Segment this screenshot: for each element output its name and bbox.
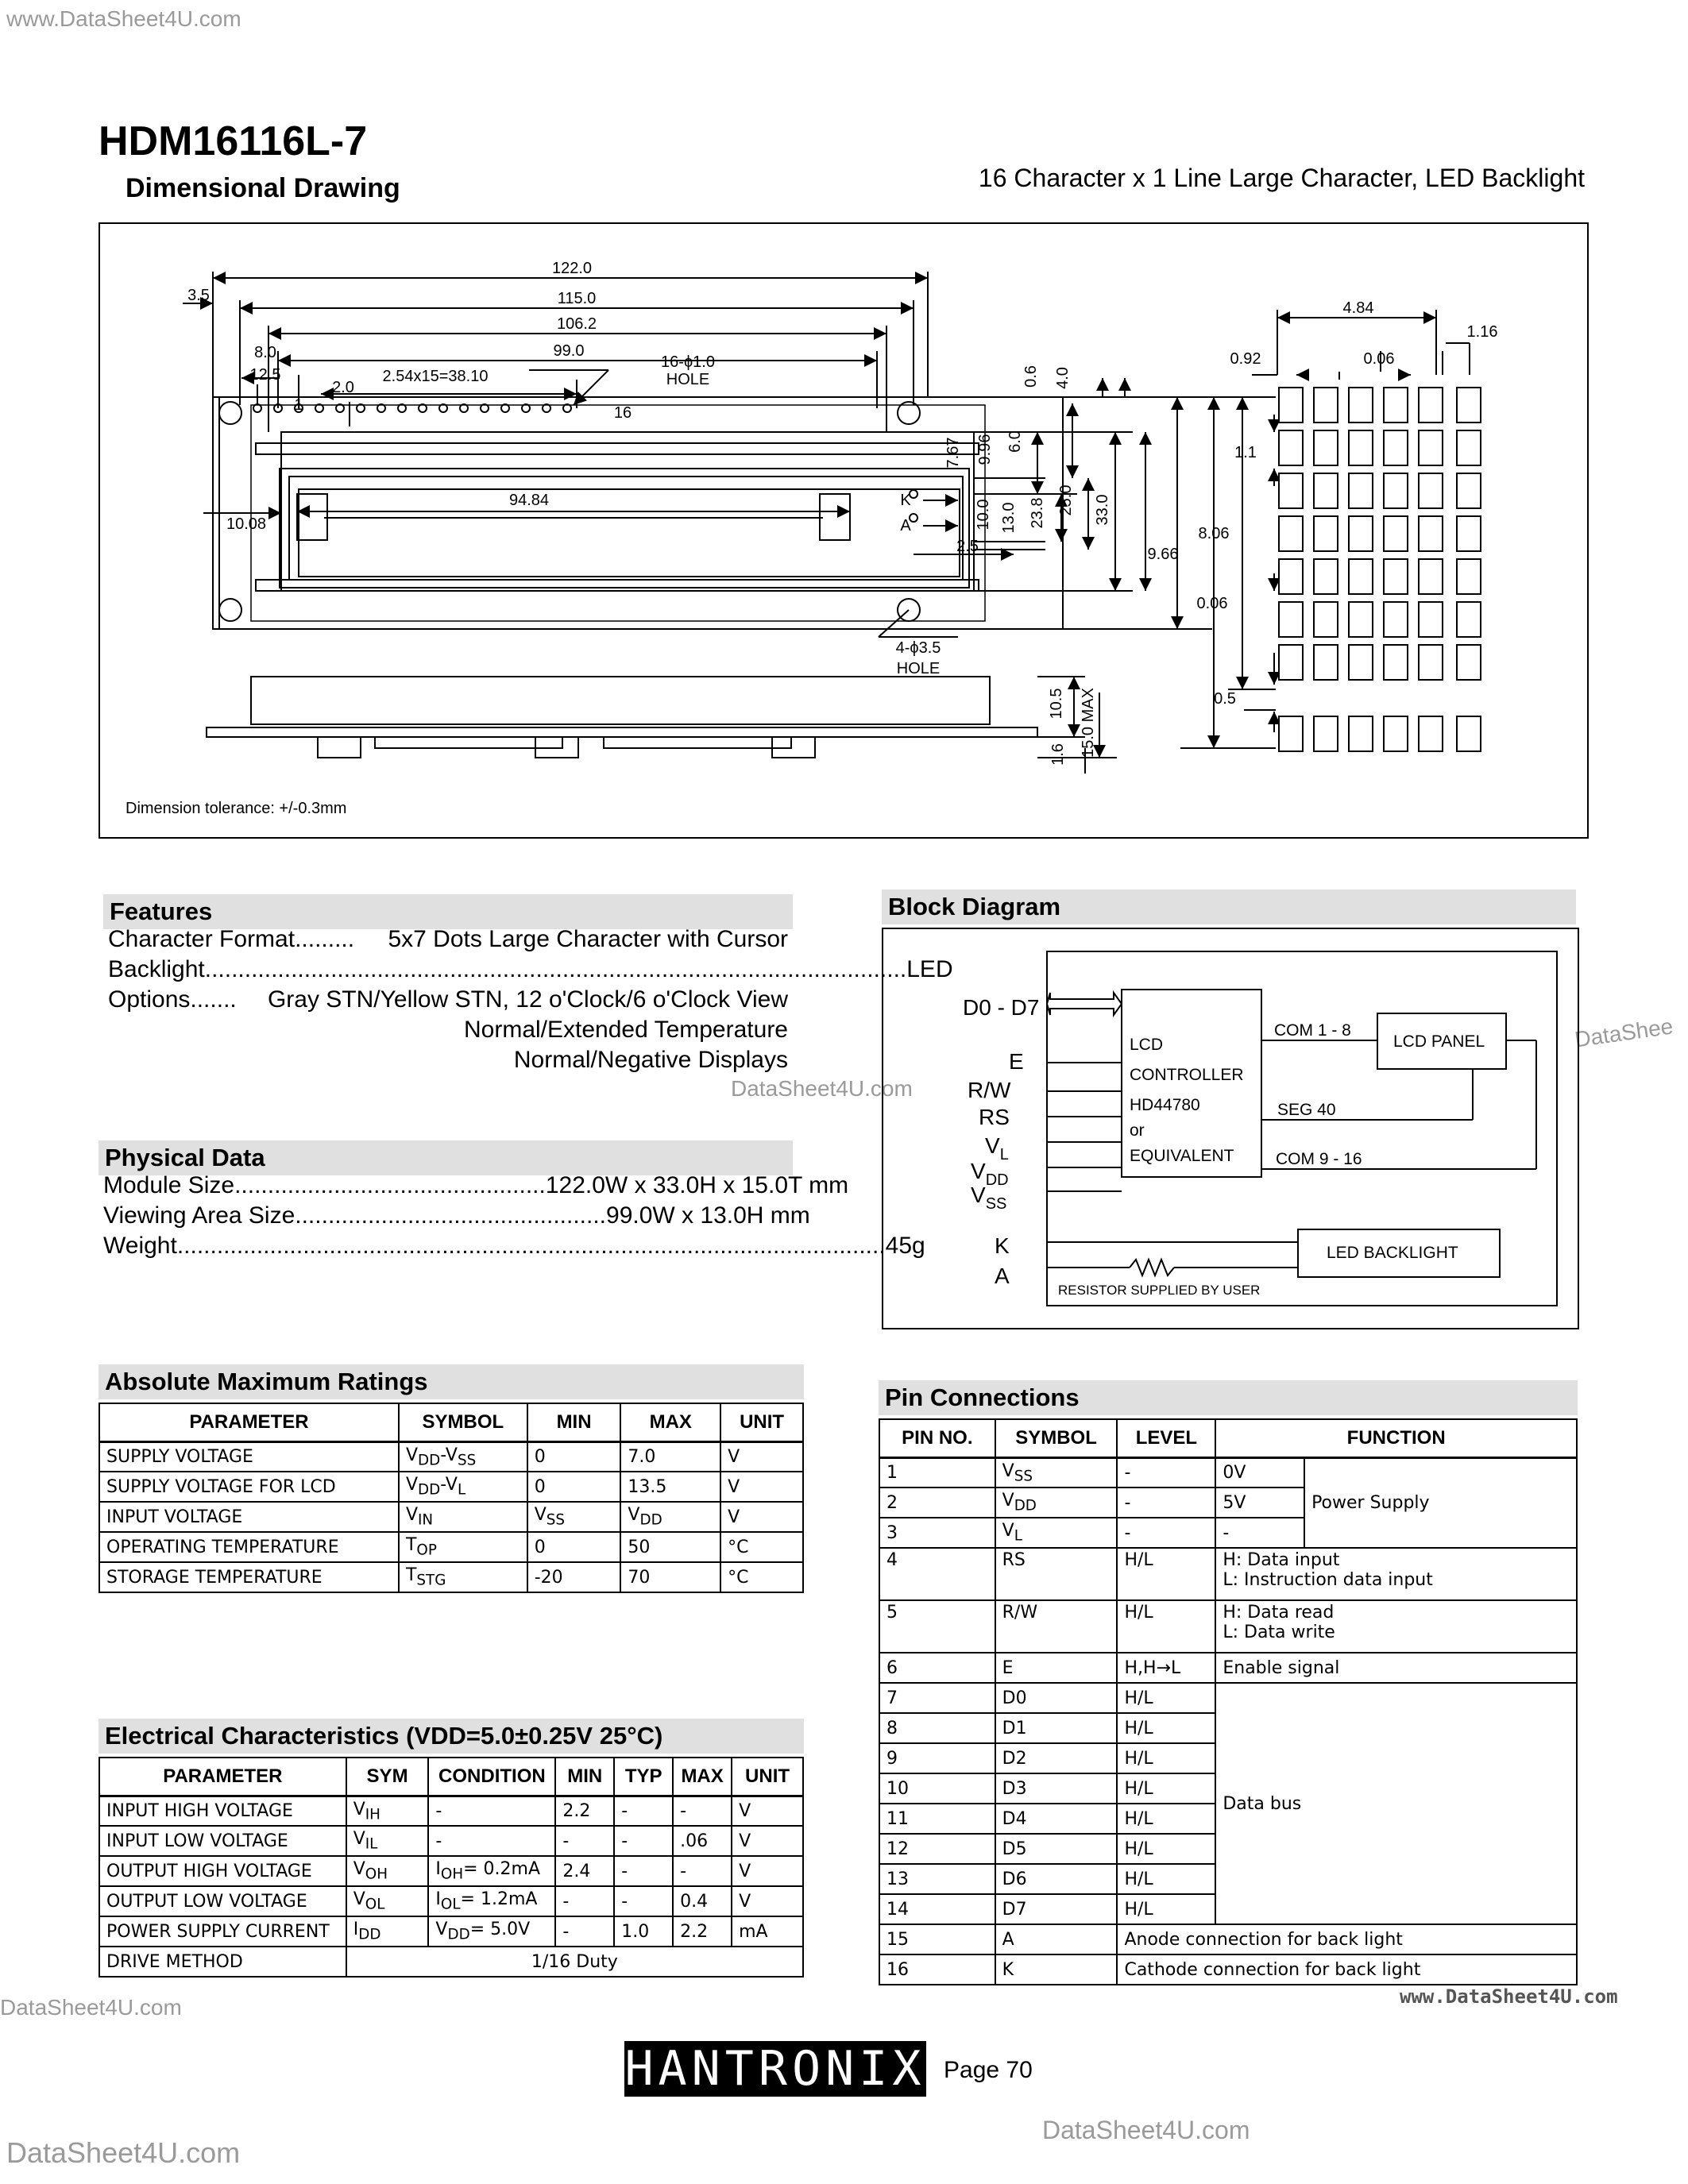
- table-row: [879, 1653, 1577, 1683]
- col-typ: TYP: [614, 1758, 673, 1796]
- cell-param: INPUT HIGH VOLTAGE: [99, 1796, 346, 1826]
- abs-max-heading: Absolute Maximum Ratings: [98, 1364, 804, 1399]
- cell-min: 2.2: [555, 1796, 614, 1826]
- cell-sym: $I_{DD}$: [346, 1916, 429, 1947]
- cell-param: OUTPUT HIGH VOLTAGE: [99, 1856, 346, 1886]
- label-k: K: [900, 492, 911, 509]
- table-row: [99, 1472, 803, 1502]
- cell-pin: 3: [879, 1518, 995, 1548]
- cell-symbol: RS: [995, 1548, 1118, 1600]
- label-com18: COM 1 - 8: [1274, 1021, 1351, 1040]
- feature-dots: .......: [190, 986, 237, 1013]
- cell-unit: V: [720, 1472, 803, 1502]
- dot-matrix: [1279, 388, 1481, 751]
- cell-symbol: D3: [995, 1773, 1118, 1804]
- dim-9-66: 9.66: [1147, 546, 1179, 563]
- dim-10-08: 10.08: [226, 515, 267, 533]
- dim-106: 106.2: [556, 315, 597, 333]
- physical-value: 45g: [885, 1233, 925, 1259]
- table-row: [99, 1826, 803, 1856]
- cell-param: OPERATING TEMPERATURE: [99, 1532, 399, 1562]
- cell-min: -: [555, 1916, 614, 1947]
- col-symbol: SYMBOL: [995, 1419, 1118, 1457]
- feature-value: LED: [906, 956, 953, 982]
- dim-hole: HOLE: [666, 371, 710, 388]
- cell-min: $V_{SS}$: [527, 1502, 621, 1532]
- cell-cond: $I_{OL}= 1.2mA$: [428, 1886, 555, 1916]
- cell-param: INPUT LOW VOLTAGE: [99, 1826, 346, 1856]
- feature-dots: ..........................................................................................................: [204, 956, 907, 982]
- col-unit: UNIT: [720, 1403, 803, 1441]
- cell-symbol: D6: [995, 1864, 1118, 1894]
- cell-function: H: Data input L: Instruction data input: [1215, 1548, 1577, 1600]
- dim-2-5: 2.5: [956, 538, 979, 555]
- electrical-table: [98, 1757, 804, 1978]
- abs-max-table: [98, 1403, 804, 1593]
- cell-function: 5V: [1215, 1488, 1304, 1518]
- dim-hole16: 16-ϕ1.0: [661, 353, 715, 371]
- cell-pin: 2: [879, 1488, 995, 1518]
- col-symbol: SYMBOL: [399, 1403, 527, 1441]
- cell-level: H,H→L: [1117, 1653, 1215, 1683]
- watermark-footer-right[interactable]: DataSheet4U.com: [1042, 2116, 1250, 2144]
- cell-cond: -: [428, 1796, 555, 1826]
- dim-0-92: 0.92: [1230, 350, 1261, 368]
- cell-max: 7.0: [620, 1441, 720, 1472]
- label-com916: COM 9 - 16: [1276, 1150, 1362, 1168]
- cell-data-bus: Data bus: [1215, 1683, 1577, 1924]
- dim-6-0: 6.0: [1006, 430, 1024, 453]
- watermark-mid[interactable]: DataSheet4U.com: [731, 1076, 913, 1101]
- dim-1-1: 1.1: [1234, 444, 1257, 461]
- controller-line1: LCD: [1130, 1036, 1164, 1054]
- cell-symbol: $T_{STG}$: [399, 1562, 527, 1592]
- dim-94-84: 94.84: [508, 492, 550, 509]
- col-condition: CONDITION: [428, 1758, 555, 1796]
- watermark-footer-left[interactable]: DataSheet4U.com: [6, 2136, 241, 2169]
- col-min: MIN: [527, 1403, 621, 1441]
- feature-value: Gray STN/Yellow STN, 12 o'Clock/6 o'Clock View: [267, 986, 788, 1013]
- table-row: [879, 1548, 1577, 1600]
- cell-symbol: D5: [995, 1834, 1118, 1864]
- col-max: MAX: [620, 1403, 720, 1441]
- col-parameter: PARAMETER: [99, 1403, 399, 1441]
- dim-10-0: 10.0: [975, 499, 992, 531]
- dimensional-drawing: [98, 222, 1589, 839]
- cell-pin: 16: [879, 1954, 995, 1985]
- cell-pin: 8: [879, 1713, 995, 1743]
- cell-cond: $V_{DD}= 5.0V$: [428, 1916, 555, 1947]
- table-row: [879, 1457, 1577, 1488]
- cell-cond: $I_{OH}= 0.2mA$: [428, 1856, 555, 1886]
- block-diagram-heading: Block Diagram: [882, 889, 1576, 924]
- cell-min: 0: [527, 1472, 621, 1502]
- cell-param: SUPPLY VOLTAGE FOR LCD: [99, 1472, 399, 1502]
- dim-1-16: 1.16: [1466, 323, 1498, 341]
- label-d0-d7: D0 - D7: [963, 995, 1040, 1020]
- dim-0-06a: 0.06: [1363, 350, 1395, 368]
- dim-1-6: 1.6: [1049, 743, 1067, 766]
- cell-symbol: $T_{OP}$: [399, 1532, 527, 1562]
- cell-level: H/L: [1117, 1683, 1215, 1713]
- cell-max: $V_{DD}$: [620, 1502, 720, 1532]
- feature-label: Backlight: [108, 956, 205, 982]
- dim-8-0: 8.0: [254, 344, 276, 361]
- table-row: [99, 1796, 803, 1826]
- cell-symbol: R/W: [995, 1600, 1118, 1653]
- cell-level: -: [1117, 1488, 1215, 1518]
- pin-heading: Pin Connections: [879, 1380, 1578, 1415]
- physical-label: Viewing Area Size: [103, 1202, 295, 1229]
- cell-pin: 1: [879, 1457, 995, 1488]
- cell-pin: 5: [879, 1600, 995, 1653]
- tolerance-note: Dimension tolerance: +/-0.3mm: [126, 800, 347, 817]
- cell-min: 0: [527, 1532, 621, 1562]
- cell-sym: $V_{IL}$: [346, 1826, 429, 1856]
- cell-max: 70: [620, 1562, 720, 1592]
- dim-10-5: 10.5: [1048, 688, 1065, 720]
- physical-body: [103, 1171, 925, 1261]
- cell-function: -: [1215, 1518, 1304, 1548]
- pin-16-label: 16: [613, 404, 632, 422]
- cell-unit: V: [720, 1502, 803, 1532]
- product-description: 16 Character x 1 Line Large Character, LED Backlight: [978, 164, 1585, 192]
- dim-3-5: 3.5: [187, 287, 210, 304]
- label-a: A: [995, 1264, 1010, 1288]
- lcd-panel-label: LCD PANEL: [1393, 1032, 1485, 1051]
- cell-min: -20: [527, 1562, 621, 1592]
- physical-dots: ...............................................: [234, 1172, 546, 1198]
- dim-4-0: 4.0: [1054, 367, 1072, 389]
- watermark-table[interactable]: www.DataSheet4U.com: [1400, 1985, 1618, 2008]
- cell-symbol: D7: [995, 1894, 1118, 1924]
- dim-115: 115.0: [557, 290, 597, 307]
- cell-pin: 4: [879, 1548, 995, 1600]
- cell-symbol: $V_{DD}-V_L$: [399, 1472, 527, 1502]
- watermark-top[interactable]: www.DataSheet4U.com: [6, 6, 241, 31]
- cell-symbol: $V_{DD}$: [995, 1488, 1118, 1518]
- page-number: Page 70: [944, 2057, 1033, 2083]
- physical-value: 122.0W x 33.0H x 15.0T mm: [545, 1172, 849, 1198]
- col-unit: UNIT: [732, 1758, 803, 1796]
- cell-level: H/L: [1117, 1894, 1215, 1924]
- cell-pin: 6: [879, 1653, 995, 1683]
- label-rw: R/W: [968, 1078, 1011, 1102]
- cell-function: Enable signal: [1215, 1653, 1577, 1683]
- cell-level: H/L: [1117, 1864, 1215, 1894]
- cell-max: 2.2: [673, 1916, 732, 1947]
- cell-function: H: Data read L: Data write: [1215, 1600, 1577, 1653]
- cell-pin: 15: [879, 1924, 995, 1954]
- section-title-drawing: Dimensional Drawing: [126, 173, 400, 203]
- table-row: [99, 1532, 803, 1562]
- col-min: MIN: [555, 1758, 614, 1796]
- features-body: [108, 924, 953, 1075]
- table-row: [99, 1916, 803, 1947]
- cell-param: OUTPUT LOW VOLTAGE: [99, 1886, 346, 1916]
- cell-symbol: $V_{SS}$: [995, 1457, 1118, 1488]
- feature-extra-temp: Normal/Extended Temperature: [464, 1017, 788, 1043]
- cell-unit: °C: [720, 1532, 803, 1562]
- cell-function: Anode connection for back light: [1117, 1924, 1577, 1954]
- cell-power-supply: Power Supply: [1304, 1457, 1577, 1548]
- cell-symbol: D2: [995, 1743, 1118, 1773]
- physical-dots: ...........................................................................................................: [176, 1233, 886, 1259]
- cell-symbol: D0: [995, 1683, 1118, 1713]
- table-row: [99, 1886, 803, 1916]
- watermark-bottom-left[interactable]: DataSheet4U.com: [0, 1995, 182, 2020]
- table-row: [879, 1683, 1577, 1713]
- cell-param: INPUT VOLTAGE: [99, 1502, 399, 1532]
- feature-extra-display: Normal/Negative Displays: [513, 1047, 788, 1073]
- physical-row-viewing: [103, 1201, 810, 1231]
- controller-line5: EQUIVALENT: [1130, 1147, 1234, 1165]
- dim-25-0: 25.0: [1057, 484, 1075, 516]
- cell-level: -: [1117, 1518, 1215, 1548]
- dim-12-5: 12.5: [249, 366, 281, 384]
- cell-unit: V: [720, 1441, 803, 1472]
- cell-param: DRIVE METHOD: [99, 1947, 346, 1977]
- feature-row-char-format: [108, 924, 788, 955]
- cell-typ: -: [614, 1826, 673, 1856]
- physical-row-weight: [103, 1231, 925, 1261]
- hantronix-logo: HANTRONIX: [624, 2041, 926, 2097]
- label-vss: $V_{SS}$: [971, 1183, 1007, 1213]
- dim-0-06b: 0.06: [1196, 595, 1228, 612]
- features-heading: Features: [103, 894, 793, 929]
- cell-level: H/L: [1117, 1834, 1215, 1864]
- controller-line4: or: [1130, 1121, 1145, 1140]
- cell-pin: 13: [879, 1864, 995, 1894]
- table-row: [99, 1856, 803, 1886]
- cell-param: STORAGE TEMPERATURE: [99, 1562, 399, 1592]
- feature-label: Character Format: [108, 926, 295, 952]
- cell-symbol: $V_{DD}-V_{SS}$: [399, 1441, 527, 1472]
- dim-122: 122.0: [551, 260, 593, 277]
- label-a: A: [900, 517, 911, 534]
- cell-param: SUPPLY VOLTAGE: [99, 1441, 399, 1472]
- cell-pin: 9: [879, 1743, 995, 1773]
- col-max: MAX: [673, 1758, 732, 1796]
- cell-symbol: D1: [995, 1713, 1118, 1743]
- label-seg40: SEG 40: [1277, 1101, 1336, 1119]
- feature-dots: .........: [295, 926, 355, 952]
- cell-symbol: E: [995, 1653, 1118, 1683]
- cell-pin: 12: [879, 1834, 995, 1864]
- cell-pin: 11: [879, 1804, 995, 1834]
- cell-unit: V: [732, 1856, 803, 1886]
- cell-level: H/L: [1117, 1713, 1215, 1743]
- table-row: [99, 1441, 803, 1472]
- cell-min: -: [555, 1826, 614, 1856]
- physical-label: Module Size: [103, 1172, 235, 1198]
- block-diagram: [882, 928, 1579, 1329]
- label-e: E: [1009, 1049, 1024, 1074]
- cell-level: H/L: [1117, 1600, 1215, 1653]
- table-row: [879, 1954, 1577, 1985]
- physical-value: 99.0W x 13.0H mm: [606, 1202, 810, 1229]
- col-pin-no: PIN NO.: [879, 1419, 995, 1457]
- col-function: FUNCTION: [1215, 1419, 1577, 1457]
- cell-unit: mA: [732, 1916, 803, 1947]
- controller-line2: CONTROLLER: [1130, 1066, 1244, 1084]
- feature-row-options: [108, 985, 788, 1015]
- feature-row-backlight: [108, 955, 953, 985]
- dim-4-84: 4.84: [1342, 299, 1374, 317]
- cell-unit: V: [732, 1886, 803, 1916]
- cell-max: -: [673, 1796, 732, 1826]
- dim-2-0: 2.0: [332, 379, 354, 396]
- cell-sym: $V_{IH}$: [346, 1796, 429, 1826]
- drawing-svg: [100, 224, 1587, 837]
- cell-symbol: D4: [995, 1804, 1118, 1834]
- cell-typ: -: [614, 1796, 673, 1826]
- cell-cond: -: [428, 1826, 555, 1856]
- table-row: [99, 1502, 803, 1532]
- table-header-row: [99, 1403, 803, 1441]
- table-row: [99, 1947, 803, 1977]
- electrical-heading: Electrical Characteristics (VDD=5.0±0.25V 25°C): [98, 1719, 804, 1754]
- dim-0-5: 0.5: [1214, 690, 1236, 708]
- cell-unit: V: [732, 1796, 803, 1826]
- controller-line3: HD44780: [1130, 1096, 1200, 1114]
- table-row: [879, 1600, 1577, 1653]
- col-parameter: PARAMETER: [99, 1758, 346, 1796]
- cell-typ: -: [614, 1886, 673, 1916]
- page-title: HDM16116L-7: [98, 118, 368, 164]
- pin-1-label: 1: [294, 396, 303, 414]
- cell-pin: 10: [879, 1773, 995, 1804]
- dim-99: 99.0: [553, 342, 585, 360]
- cell-level: H/L: [1117, 1773, 1215, 1804]
- dim-pitch: 2.54x15=38.10: [382, 368, 489, 385]
- cell-param: POWER SUPPLY CURRENT: [99, 1916, 346, 1947]
- cell-min: 0: [527, 1441, 621, 1472]
- col-sym: SYM: [346, 1758, 429, 1796]
- dim-hole4: 4-ϕ3.5: [895, 639, 941, 657]
- label-rs: RS: [979, 1105, 1010, 1129]
- physical-label: Weight: [103, 1233, 177, 1259]
- label-vl: $V_L$: [985, 1133, 1009, 1163]
- feature-value: 5x7 Dots Large Character with Cursor: [388, 926, 788, 952]
- cell-typ: 1.0: [614, 1916, 673, 1947]
- watermark-right: DataShee: [1573, 1013, 1675, 1052]
- dim-0-6: 0.6: [1022, 365, 1040, 388]
- cell-level: H/L: [1117, 1548, 1215, 1600]
- resistor-note: RESISTOR SUPPLIED BY USER: [1058, 1283, 1261, 1298]
- cell-max: 50: [620, 1532, 720, 1562]
- pin-table: [879, 1418, 1578, 1985]
- cell-sym: $V_{OL}$: [346, 1886, 429, 1916]
- dim-33-0: 33.0: [1094, 494, 1111, 526]
- cell-pin: 14: [879, 1894, 995, 1924]
- cell-unit: V: [732, 1826, 803, 1856]
- cell-symbol: A: [995, 1924, 1118, 1954]
- dim-9-96: 9.96: [976, 434, 994, 465]
- label-k: K: [995, 1233, 1010, 1258]
- cell-max: .06: [673, 1826, 732, 1856]
- physical-heading: Physical Data: [98, 1140, 793, 1175]
- cell-min: -: [555, 1886, 614, 1916]
- cell-symbol: $V_{IN}$: [399, 1502, 527, 1532]
- cell-max: 13.5: [620, 1472, 720, 1502]
- block-diagram-svg: [883, 929, 1578, 1328]
- cell-sym: $V_{OH}$: [346, 1856, 429, 1886]
- table-header-row: [99, 1758, 803, 1796]
- table-header-row: [879, 1419, 1577, 1457]
- cell-function: Cathode connection for back light: [1117, 1954, 1577, 1985]
- dim-7-67: 7.67: [944, 437, 962, 469]
- cell-unit: °C: [720, 1562, 803, 1592]
- dim-8-06: 8.06: [1198, 525, 1230, 542]
- dim-23-8: 23.8: [1029, 497, 1046, 529]
- cell-min: 2.4: [555, 1856, 614, 1886]
- cell-symbol: $V_L$: [995, 1518, 1118, 1548]
- cell-function: 0V: [1215, 1457, 1304, 1488]
- cell-pin: 7: [879, 1683, 995, 1713]
- physical-row-module: [103, 1171, 849, 1201]
- label-vdd: $V_{DD}$: [971, 1159, 1009, 1189]
- cell-level: H/L: [1117, 1743, 1215, 1773]
- cell-typ: -: [614, 1856, 673, 1886]
- cell-level: H/L: [1117, 1804, 1215, 1834]
- dim-hole4b: HOLE: [896, 660, 941, 677]
- physical-dots: ...............................................: [295, 1202, 607, 1229]
- cell-level: -: [1117, 1457, 1215, 1488]
- led-backlight-label: LED BACKLIGHT: [1327, 1244, 1458, 1262]
- cell-max: 0.4: [673, 1886, 732, 1916]
- cell-max: -: [673, 1856, 732, 1886]
- dim-13-0: 13.0: [1000, 502, 1018, 534]
- cell-symbol: K: [995, 1954, 1118, 1985]
- feature-label: Options: [108, 986, 191, 1013]
- cell-drive-value: 1/16 Duty: [346, 1947, 803, 1977]
- table-row: [99, 1562, 803, 1592]
- dim-15-0-max: 15.0 MAX: [1080, 688, 1097, 758]
- col-level: LEVEL: [1117, 1419, 1215, 1457]
- table-row: [879, 1924, 1577, 1954]
